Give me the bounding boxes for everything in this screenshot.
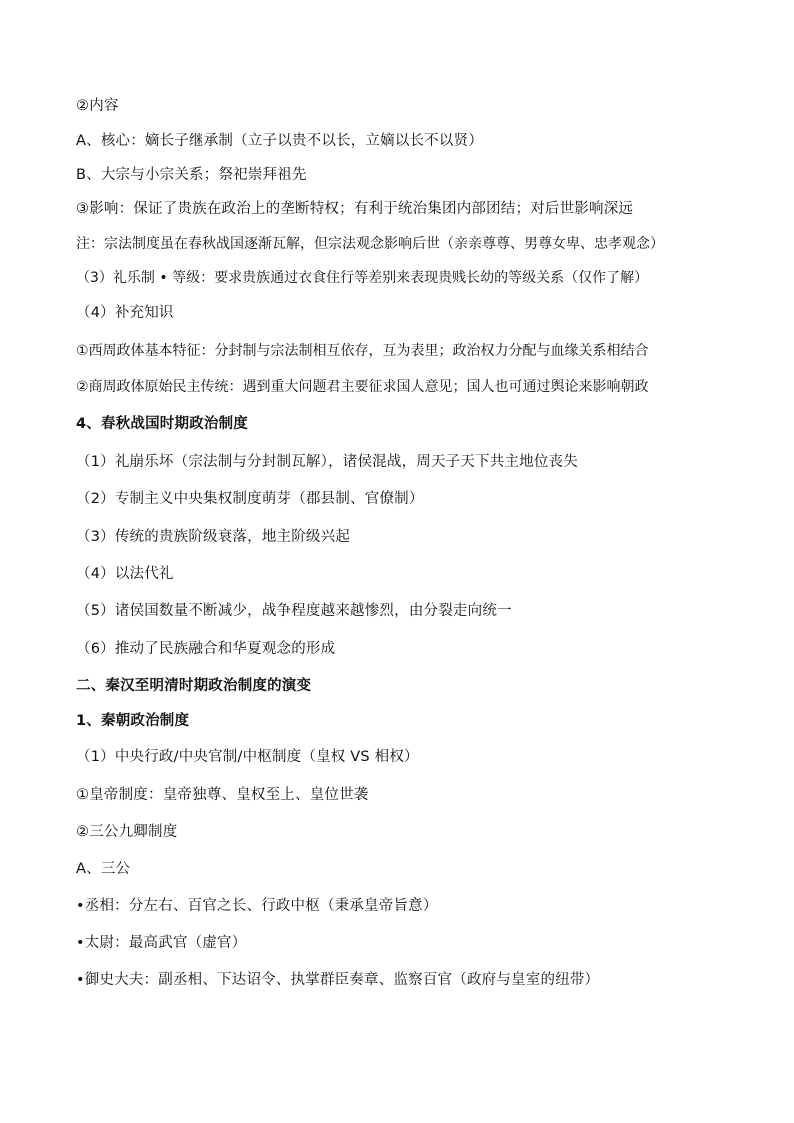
section-heading: 1、秦朝政治制度 [76,713,190,729]
text-line: B、大宗与小宗关系；祭祀崇拜祖先 [76,167,307,183]
text-line: ①皇帝制度：皇帝独尊、皇权至上、皇位世袭 [76,787,369,803]
text-line: （4）以法代礼 [76,566,174,582]
chapter-heading: 二、秦汉至明清时期政治制度的演变 [76,678,312,694]
text-line: ③影响：保证了贵族在政治上的垄断特权；有利于统治集团内部团结；对后世影响深远 [76,201,634,217]
text-line: ②商周政体原始民主传统：遇到重大问题君主要征求国人意见；国人也可通过舆论来影响朝政 [76,379,649,395]
text-line: ②三公九卿制度 [76,824,178,840]
text-line: （3）礼乐制 • 等级：要求贵族通过衣食住行等差别来表现贵贱长幼的等级关系（仅作了解） [76,270,649,286]
text-line: （1）礼崩乐坏（宗法制与分封制瓦解），诸侯混战，周天子天下共主地位丧失 [76,454,578,470]
text-line: （5）诸侯国数量不断减少，战争程度越来越惨烈，由分裂走向统一 [76,603,512,619]
note-line: 注：宗法制度虽在春秋战国逐渐瓦解，但宗法观念影响后世（亲亲尊尊、男尊女卑、忠孝观念） [76,236,664,252]
text-line: ②内容 [76,98,119,114]
text-line: （1）中央行政/中央官制/中枢制度（皇权 VS 相权） [76,749,419,765]
text-line: （3）传统的贵族阶级衰落，地主阶级兴起 [76,529,351,545]
text-line: A、核心：嫡长子继承制（立子以贵不以长，立嫡以长不以贤） [76,133,484,149]
text-line: （4）补充知识 [76,305,174,321]
bullet-line: •太尉：最高武官（虚官） [76,935,247,951]
text-line: ①西周政体基本特征：分封制与宗法制相互依存，互为表里；政治权力分配与血缘关系相结合 [76,343,649,359]
text-line: A、三公 [76,861,131,877]
text-line: （2）专制主义中央集权制度萌芽（郡县制、官僚制） [76,491,424,507]
section-heading: 4、春秋战国时期政治制度 [76,416,248,432]
bullet-line: •丞相：分左右、百官之长、行政中枢（秉承皇帝旨意） [76,898,438,914]
text-line: （6）推动了民族融合和华夏观念的形成 [76,641,336,657]
bullet-line: •御史大夫：副丞相、下达诏令、执掌群臣奏章、监察百官（政府与皇室的纽带） [76,972,600,988]
